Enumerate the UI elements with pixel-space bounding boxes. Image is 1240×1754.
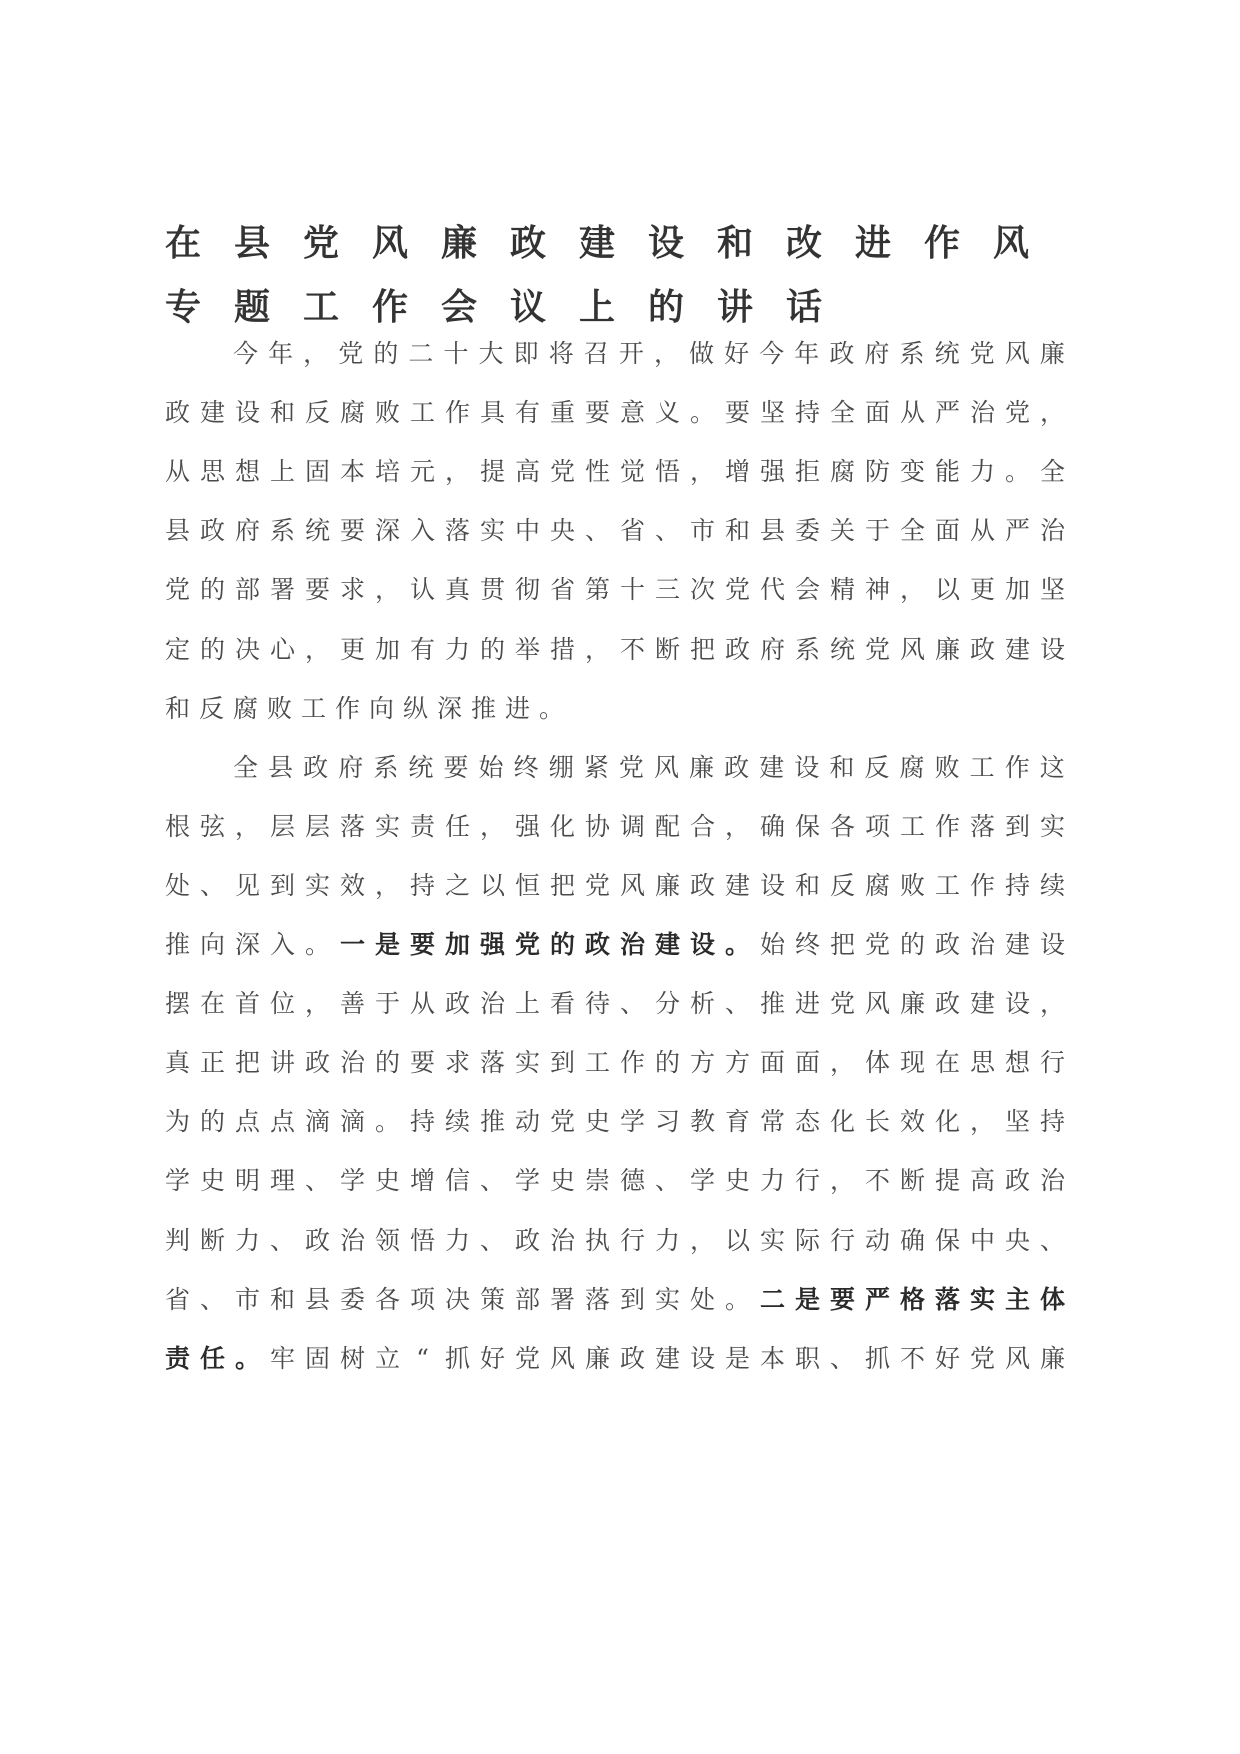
text-line: 推 向 深 入 。 一 是 要 加 强 党 的 政 治 建 设 。 始 终 把 党 的 政 治 建 设 bbox=[165, 930, 1066, 959]
text-line: 党 的 部 署 要 求 ， 认 真 贯 彻 省 第 十 三 次 党 代 会 精 神 ， 以 更 加 坚 bbox=[165, 575, 1066, 604]
text-line: 县 政 府 系 统 要 深 入 落 实 中 央 、 省 、 市 和 县 委 关 于 全 面 从 严 治 bbox=[165, 516, 1066, 545]
text-line: 从 思 想 上 固 本 培 元 ， 提 高 党 性 觉 悟 ， 增 强 拒 腐 防 变 能 力 。 全 bbox=[165, 457, 1066, 486]
text-line: 定 的 决 心 ， 更 加 有 力 的 举 措 ， 不 断 把 政 府 系 统 党 风 廉 政 建 设 bbox=[165, 635, 1066, 664]
title-line-1: 在县党风廉政建设和改进作风 bbox=[165, 223, 1063, 264]
title-line-2: 专题工作会议上的讲话 bbox=[165, 287, 856, 328]
text-line: 今 年 ， 党 的 二 十 大 即 将 召 开 ， 做 好 今 年 政 府 系 统 党 风 廉 bbox=[233, 339, 1065, 368]
document-title bbox=[165, 212, 1065, 340]
text-line: 和 反 腐 败 工 作 向 纵 深 推 进 。 bbox=[165, 694, 565, 723]
text-line: 省 、 市 和 县 委 各 项 决 策 部 署 落 到 实 处 。 二 是 要 严 格 落 实 主 体 bbox=[165, 1285, 1066, 1314]
text-line: 为 的 点 点 滴 滴 。 持 续 推 动 党 史 学 习 教 育 常 态 化 长 效 化 ， 坚 持 bbox=[165, 1107, 1066, 1136]
text-line: 责 任 。 牢 固 树 立 “ 抓 好 党 风 廉 政 建 设 是 本 职 、 抓 不 好 党 风 廉 bbox=[165, 1344, 1066, 1373]
text-line: 根 弦 ， 层 层 落 实 责 任 ， 强 化 协 调 配 合 ， 确 保 各 项 工 作 落 到 实 bbox=[165, 812, 1066, 841]
text-line: 处 、 见 到 实 效 ， 持 之 以 恒 把 党 风 廉 政 建 设 和 反 腐 败 工 作 持 续 bbox=[165, 871, 1066, 900]
text-line: 判 断 力 、 政 治 领 悟 力 、 政 治 执 行 力 ， 以 实 际 行 动 确 保 中 央 、 bbox=[165, 1226, 1066, 1255]
text-line: 摆 在 首 位 ， 善 于 从 政 治 上 看 待 、 分 析 、 推 进 党 风 廉 政 建 设 ， bbox=[165, 989, 1066, 1018]
text-line: 全 县 政 府 系 统 要 始 终 绷 紧 党 风 廉 政 建 设 和 反 腐 败 工 作 这 bbox=[233, 753, 1065, 782]
text-line: 真 正 把 讲 政 治 的 要 求 落 实 到 工 作 的 方 方 面 面 ， 体 现 在 思 想 行 bbox=[165, 1048, 1066, 1077]
text-line: 学 史 明 理 、 学 史 增 信 、 学 史 崇 德 、 学 史 力 行 ， 不 断 提 高 政 治 bbox=[165, 1166, 1066, 1195]
text-line: 政 建 设 和 反 腐 败 工 作 具 有 重 要 意 义 。 要 坚 持 全 面 从 严 治 党 ， bbox=[165, 398, 1066, 427]
